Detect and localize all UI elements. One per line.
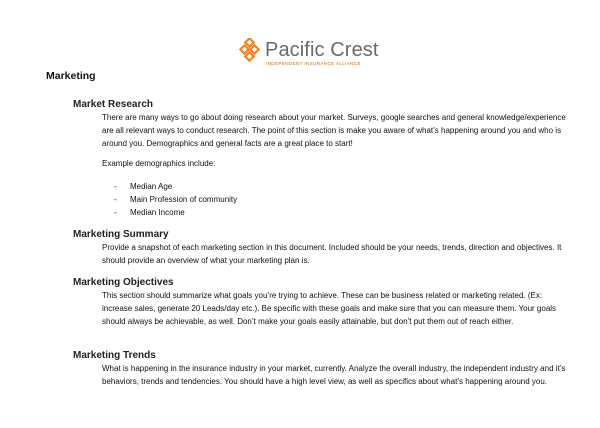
logo-name: Pacific Crest	[265, 39, 379, 61]
list-item-text: Median Age	[130, 182, 173, 191]
demographics-subtitle: Example demographics include:	[102, 159, 216, 168]
section-paragraph-market-research: There are many ways to go about doing research about your market. Surveys, google searches and general knowledge/experience are all relevant ways to conduct research. The point of this section is make you aware of what’s happening around you and who is around you. Demographics and general facts are a great place to start!	[102, 113, 566, 148]
list-item-text: Median Income	[130, 208, 185, 217]
section-title-market-research: Market Research	[73, 99, 154, 110]
page-heading: Marketing	[46, 70, 96, 82]
section-title-marketing-objectives: Marketing Objectives	[73, 277, 174, 288]
section-paragraph-marketing-trends: What is happening in the insurance industry in your market, currently. Analyze the overall industry, the independent industry and it’s behaviors, trends and tendencies. You should have a high level view, as well as specifics about what’s happening around you.	[102, 364, 566, 386]
section-title-marketing-summary: Marketing Summary	[73, 229, 169, 240]
section-title-marketing-trends: Marketing Trends	[73, 350, 156, 361]
company-logo	[239, 38, 379, 70]
list-item-text: Main Profession of community	[130, 195, 238, 204]
pacific-crest-logo-icon	[239, 38, 263, 68]
section-paragraph-marketing-summary: Provide a snapshot of each marketing section in this document. Included should be your needs, trends, direction and objectives. It should provide an overview of what your marketing plan is.	[102, 243, 562, 265]
list-item: - Median Income	[114, 208, 185, 217]
section-paragraph-marketing-objectives: This section should summarize what goals you’re trying to achieve. These can be business related or marketing related. (Ex: increase sales, generate 20 Leads/day etc.). Be specific with these goals and make sure that you can measure them. Your goals should always be achievable, as well. Don’t make your goals easily attainable, but don’t put them out of reach either.	[102, 291, 557, 326]
demographics-list	[114, 180, 237, 219]
list-item: - Median Age	[114, 182, 173, 191]
list-item: - Main Profession of community	[114, 195, 238, 204]
logo-tagline: INDEPENDENT INSURANCE ALLIANCE	[266, 61, 361, 66]
